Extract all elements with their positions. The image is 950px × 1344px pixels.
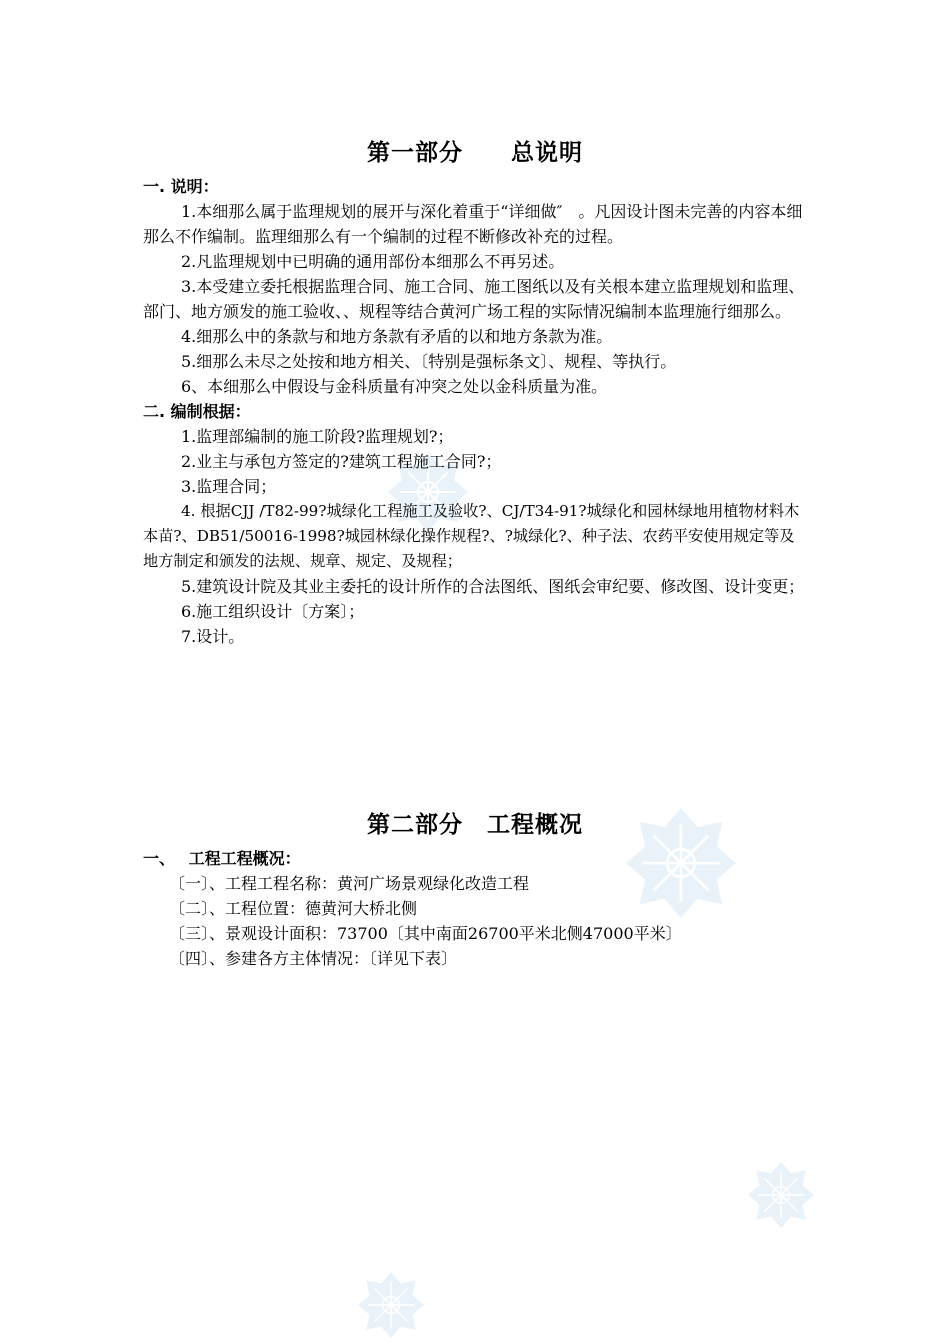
paragraph: 5.细那么未尽之处按和地方相关、〔特别是强标条文〕、规程、等执行。 <box>181 352 677 371</box>
watermark-snowflake-icon <box>748 1162 814 1228</box>
paragraph: 1.监理部编制的施工阶段?监理规划?； <box>181 427 454 446</box>
paragraph: 4.细那么中的条款与和地方条款有矛盾的以和地方条款为准。 <box>181 327 613 346</box>
list-item: 〔三〕、景观设计面积：73700〔其中南面26700平米北侧47000平米〕 <box>169 924 682 943</box>
paragraph: 3.监理合同； <box>181 477 277 496</box>
part1-body <box>143 174 807 649</box>
paragraph: 1.本细那么属于监理规划的展开与深化着重于“详细做″ 。凡因设计图未完善的内容本细那么不作编制。监理细那么有一个编制的过程不断修改补充的过程。 <box>143 202 803 246</box>
section-heading-description: 一. 说明： <box>143 177 219 196</box>
section-heading-basis: 二. 编制根据： <box>143 402 251 421</box>
paragraph: 2.业主与承包方签定的?建筑工程施工合同?； <box>181 452 502 471</box>
paragraph: 6.施工组织设计〔方案〕； <box>181 602 365 621</box>
list-item: 〔一〕、工程工程名称：黄河广场景观绿化改造工程 <box>169 874 530 893</box>
list-item: 〔二〕、工程位置：德黄河大桥北侧 <box>169 899 418 918</box>
part1-title: 第一部分 总说明 <box>367 140 583 166</box>
watermark-snowflake-icon <box>358 1272 424 1338</box>
part2-title: 第二部分 工程概况 <box>367 812 583 838</box>
paragraph: 2.凡监理规划中已明确的通用部份本细那么不再另述。 <box>181 252 565 271</box>
paragraph: 5.建筑设计院及其业主委托的设计所作的合法图纸、图纸会审纪要、修改图、设计变更； <box>181 577 805 596</box>
paragraph: 4. 根据CJJ /T82-99?城绿化工程施工及验收?、CJ/T34-91?城绿化和园林绿地用植物材料木本苗?、DB51/50016-1998?城园林绿化操作规程?、?城绿化?、种子法、农药平安使用规定等及地方制定和颁发的法规、规章、规定、及规程； <box>143 502 800 570</box>
list-item: 〔四〕、参建各方主体情况：〔详见下表〕 <box>169 949 458 968</box>
paragraph: 7.设计。 <box>181 627 245 646</box>
paragraph: 6、本细那么中假设与金科质量有冲突之处以金科质量为准。 <box>181 377 608 396</box>
part2-body <box>143 846 807 971</box>
section-heading-overview: 一、 工程工程概况： <box>143 849 301 868</box>
paragraph: 3.本受建立委托根据监理合同、施工合同、施工图纸以及有关根本建立监理规划和监理、部门、地方颁发的施工验收、、规程等结合黄河广场工程的实际情况编制本监理施行细那么。 <box>143 277 805 321</box>
